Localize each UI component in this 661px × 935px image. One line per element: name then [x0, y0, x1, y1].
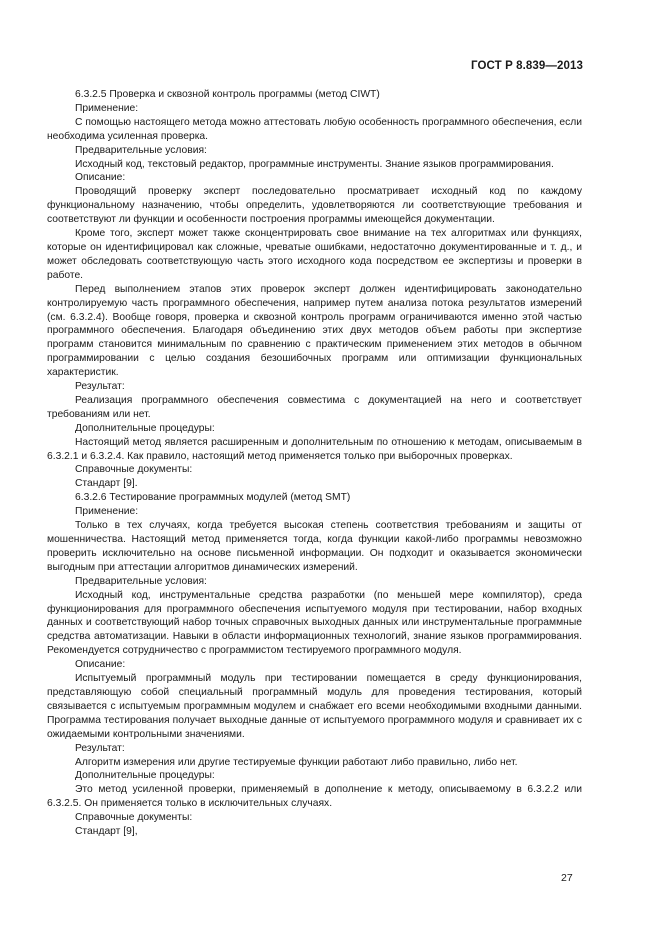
body-paragraph: Только в тех случаях, когда требуется высокая степень соответствия требованиям и защиты от мошенничества. Настоящий метод применяется тогда, когда функции какой-либо программы невозможно проверить исключительно на основе письменной информации. Он подходит и оказывается экономически выгодным при аттестации алгоритмов динамических измерений. — [47, 520, 582, 573]
field-label: Справочные документы: — [75, 812, 193, 824]
body-paragraph: Реализация программного обеспечения совместима с документацией на него и соответствует требованиям или нет. — [47, 394, 582, 420]
body-paragraph: Стандарт [9], — [75, 826, 138, 838]
field-label: Результат: — [75, 381, 125, 393]
field-label: Предварительные условия: — [75, 575, 207, 587]
field-label: Дополнительные процедуры: — [75, 422, 215, 434]
field-label: Предварительные условия: — [75, 144, 207, 156]
body-paragraph: Настоящий метод является расширенным и дополнительным по отношению к методам, описываемым в 6.3.2.1 и 6.3.2.4. Как правило, настоящий метод применяется только при выборочных проверках. — [47, 436, 582, 462]
body-paragraph: Проводящий проверку эксперт последовательно просматривает исходный код по каждому функциональному назначению, чтобы определить, удовлетворяются ли соответствующие требования и соответствуют ли функции и особенности построения программы имеющейся документации. — [47, 186, 582, 226]
body-paragraph: Стандарт [9]. — [75, 478, 138, 490]
body-paragraph: Перед выполнением этапов этих проверок эксперт должен идентифицировать законодательно контролируемую часть программного обеспечения, например путем анализа потока результатов измерений (см. 6.3.2.4). Вообще говоря, проверка и сквозной контроль программ ограничиваются именно этой частью программного обеспечения. Благодаря объединению этих двух методов объем работы при экспертизе программ становится минимальным по сравнению с практическим применением этих методов в обычном программировании с целью создания безошибочных программ или оптимизации функциональных характеристик. — [47, 283, 582, 379]
body-paragraph: Кроме того, эксперт может также сконцентрировать свое внимание на тех алгоритмах или функциях, которые он идентифицировал как сложные, чреватые ошибками, недостаточно документированные и т. д., и может обследовать соответствующую часть этого исходного кода посредством ее экспертизы и проверки в работе. — [47, 228, 582, 281]
body-paragraph: Это метод усиленной проверки, применяемый в дополнение к методу, описываемому в 6.3.2.2 или 6.3.2.5. Он применяется только в исключительных случаях. — [47, 784, 582, 810]
field-label: Описание: — [75, 172, 126, 184]
body-paragraph: С помощью настоящего метода можно аттестовать любую особенность программного обеспечения, если необходима усиленная проверка. — [47, 116, 582, 142]
section-heading-6-3-2-5: 6.3.2.5 Проверка и сквозной контроль программы (метод CIWT) — [75, 89, 380, 100]
body-paragraph: Исходный код, инструментальные средства разработки (по меньшей мере компилятор), среда функционирования для программного обеспечения испытуемого модуля при тестировании, набор входных данных и соответствующий набор точных справочных выходных данных или инструментальные программные средства автоматизации. Навыки в области информационных технологий, знание языков программирования. Рекомендуется сотрудничество с программистом тестируемого программного модуля. — [47, 589, 582, 657]
body-paragraph: Испытуемый программный модуль при тестировании помещается в среду функционирования, представляющую собой специальный программный модуль для проведения тестирования, который связывается с испытуемым программным модулем и снабжает его всеми необходимыми входными данными. Программа тестирования получает выходные данные от испытуемого программного модуля и сравнивает их с ожидаемыми контрольными значениями. — [47, 673, 582, 740]
section-heading-6-3-2-6: 6.3.2.6 Тестирование программных модулей (метод SMT) — [75, 492, 351, 504]
document-body — [47, 88, 582, 839]
standard-designation: ГОСТ Р 8.839—2013 — [471, 60, 583, 72]
field-label: Результат: — [75, 742, 125, 754]
field-label: Описание: — [75, 659, 126, 671]
body-paragraph: Алгоритм измерения или другие тестируемые функции работают либо правильно, либо нет. — [75, 756, 518, 768]
field-label: Справочные документы: — [75, 464, 193, 476]
field-label: Дополнительные процедуры: — [75, 770, 215, 782]
field-label: Применение: — [75, 506, 139, 518]
body-paragraph: Исходный код, текстовый редактор, программные инструменты. Знание языков программирования. — [75, 158, 554, 170]
page-number: 27 — [561, 872, 573, 884]
field-label: Применение: — [75, 102, 139, 114]
